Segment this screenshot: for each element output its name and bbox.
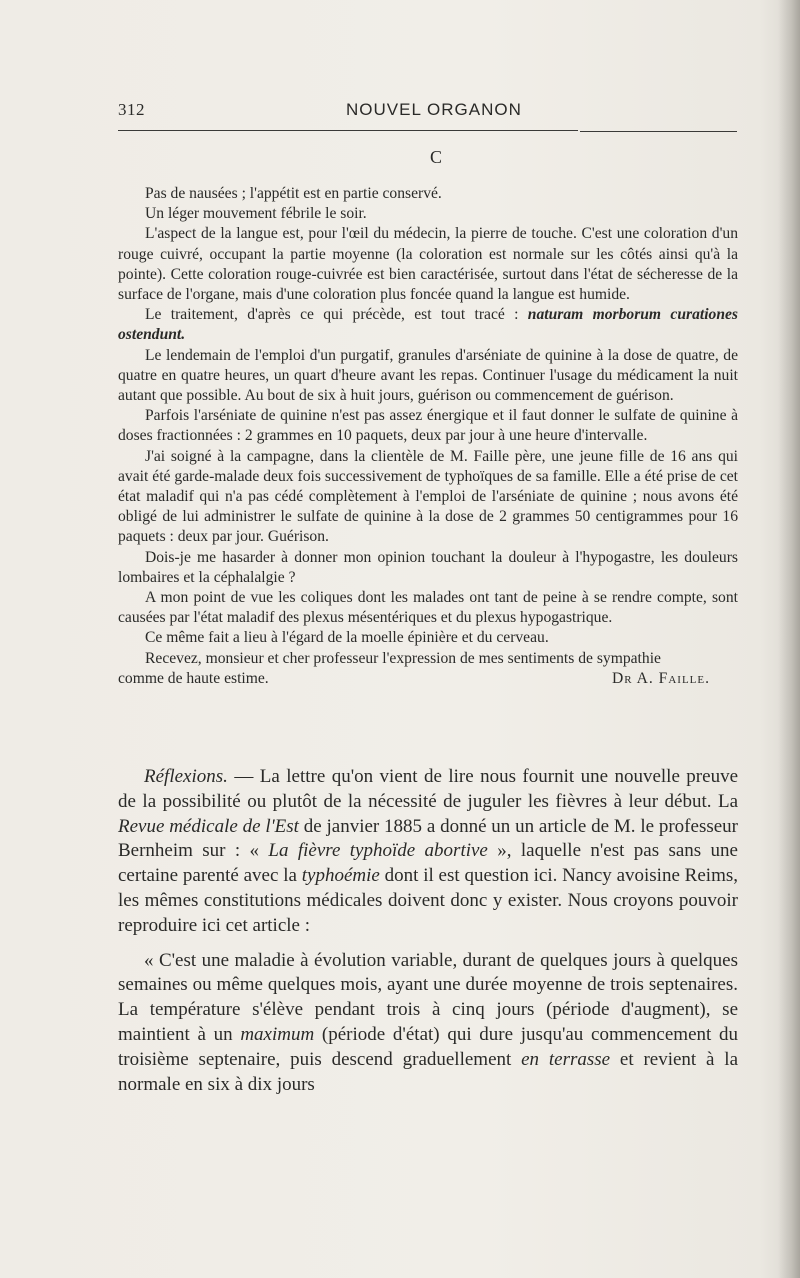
quote-text: et revient à la normale en six à dix jours [118,1048,739,1095]
quoted-paragraph [118,949,738,1098]
closing-line: Recevez, monsieur et cher professeur l'expression de mes sentiments de sympathie [145,649,661,667]
letter-paragraph: A mon point de vue les coliques dont les malades ont tant de peine à se rendre compte, sont causées par l'état maladif des plexus mésentériques et du plexus hypogastrique. [118,589,738,627]
commentary-paragraph [118,765,738,939]
quote-text: (période d'état) qui dure jusqu'au commencement du troisième septenaire, puis descend graduellement [118,1023,738,1070]
closing-line-end: comme de haute estime. [118,669,269,687]
latin-maxim: naturam morborum curationes ostendunt. [118,306,738,344]
letter-paragraph: Un léger mouvement fébrile le soir. [145,205,367,223]
closing-and-signature [118,669,738,689]
article-title: La fièvre typhoïde abortive [268,840,488,862]
header-rule [118,130,578,131]
treatment-lead: Le traitement, d'après ce qui précède, est tout tracé : [145,306,519,324]
commentary-text: dont il est question ici. Nancy avoisine Reims, les mêmes constitutions médicales doivent donc y exister. Nous croyons pouvoir reproduire ici cet article : [118,865,738,936]
commentary-text: », laquelle n'est pas sans une certaine parenté avec la [118,840,738,887]
letter-paragraph: Dois-je me hasarder à donner mon opinion touchant la douleur à l'hypogastre, les douleurs lombaires et la céphalalgie ? [118,548,738,586]
commentary-text: de janvier 1885 a donné un un article de M. le professeur Bernheim sur : « [118,815,738,862]
commentary [118,765,738,1097]
page-number: 312 [118,100,145,119]
letter-paragraph [118,305,738,345]
letter-paragraph: J'ai soigné à la campagne, dans la clientèle de M. Faille père, une jeune fille de 16 ans qui avait été garde-malade deux fois successivement de typhoïques de sa famille. Elle a été prise de cet état maladif qui n'a pas cédé complètement à l'emploi de l'arséniate de quinine ; nous avons été obligé de lui administrer le sulfate de quinine à la dose de 2 grammes 50 centigrammes pour 16 paquets : deux par jour. Guérison. [118,447,738,546]
letter-paragraph: L'aspect de la langue est, pour l'œil du médecin, la pierre de touche. C'est une coloration d'un rouge cuivré, occupant la partie moyenne (la coloration est normale sur les côtés ainsi qu'à la pointe). Cette coloration rouge-cuivrée est bien caractérisée, surtout dans l'état de sécheresse de la surface de l'organe, mais d'une coloration plus foncée quand la langue est humide. [118,225,738,304]
page-header [118,100,736,124]
commentary-title: Réflexions. [144,766,228,787]
header-rule-extension [580,131,737,132]
running-title: NOUVEL ORGANON [346,100,522,119]
section-letter: C [430,147,443,167]
page-edge-shadow [778,0,800,1278]
journal-title: Revue médicale de l'Est [118,815,299,837]
term-typhoemie: typhoémie [301,865,380,887]
letter-body [118,184,738,689]
letter-paragraph: Pas de nausées ; l'appétit est en partie conservé. [145,185,442,202]
term-en-terrasse: en terrasse [521,1048,611,1070]
commentary-text: — La lettre qu'on vient de lire nous fournit une nouvelle preuve de la possibilité ou plutôt de la nécessité de juguler les fièvres à leur début. La [118,766,738,812]
letter-paragraph: Ce même fait a lieu à l'égard de la moelle épinière et du cerveau. [145,629,549,647]
letter-paragraph: Le lendemain de l'emploi d'un purgatif, granules d'arséniate de quinine à la dose de quatre, de quatre en quatre heures, un quart d'heure avant les repas. Continuer l'usage du médicament la nuit autant que possible. Au bout de six à huit jours, guérison ou commencement de guérison. [118,346,738,405]
letter-paragraph: Parfois l'arséniate de quinine n'est pas assez énergique et il faut donner le sulfate de quinine à doses fractionnées : 2 grammes en 10 paquets, deux par jour à une heure d'intervalle. [118,407,738,445]
term-maximum: maximum [240,1023,315,1045]
signature: Dr A. Faille. [611,669,710,687]
quote-text: « C'est une maladie à évolution variable, durant de quelques jours à quelques semaines ou même quelques mois, ayant une durée moyenne de trois septenaires. La température s'élève pendant trois à cinq jours (période d'augment), se maintient à un [118,949,738,1045]
